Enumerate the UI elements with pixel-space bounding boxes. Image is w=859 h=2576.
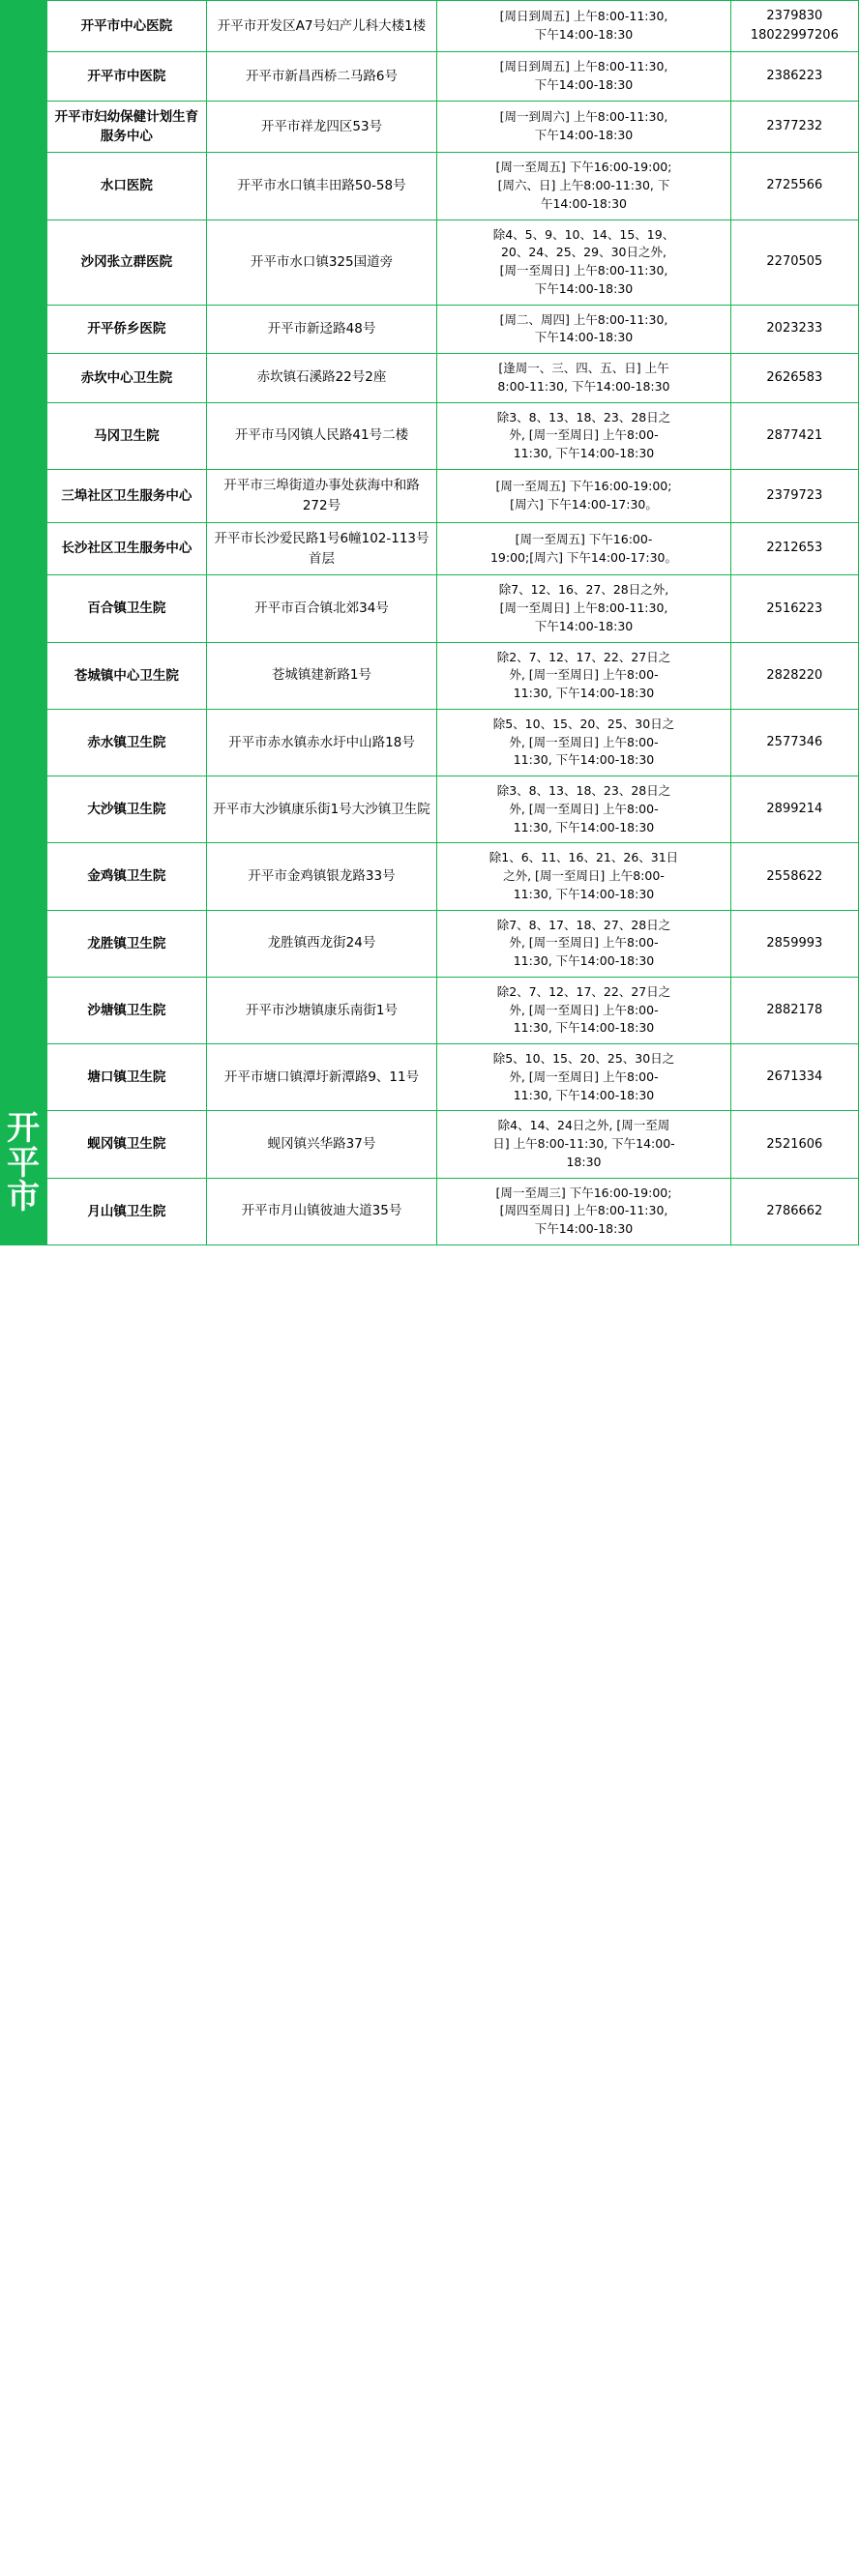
clinic-name-cell: 龙胜镇卫生院 <box>47 910 207 977</box>
clinic-phone-cell <box>730 776 858 843</box>
clinic-address-cell: 开平市水口镇丰田路50-58号 <box>206 153 436 220</box>
clinic-hours-line: [周一至周五] 下午16:00- <box>515 531 653 546</box>
clinic-address-cell: 开平市大沙镇康乐街1号大沙镇卫生院 <box>206 776 436 843</box>
clinic-name-cell: 塘口镇卫生院 <box>47 1044 207 1111</box>
clinic-hours-line: 外, [周一至周日] 上午8:00- <box>509 734 659 749</box>
clinic-name-cell: 金鸡镇卫生院 <box>47 843 207 910</box>
table-row <box>47 642 859 709</box>
clinic-hours-line: 下午14:00-18:30 <box>534 280 634 296</box>
table-row <box>47 469 859 522</box>
table-row <box>47 52 859 102</box>
table-row <box>47 1111 859 1178</box>
clinic-phone-line: 2828220 <box>766 667 823 683</box>
table-row <box>47 1 859 52</box>
clinic-hours-line: 下午14:00-18:30 <box>534 1221 634 1237</box>
clinic-address-cell: 开平市百合镇北郊34号 <box>206 575 436 642</box>
clinic-hours-line: 除5、10、15、20、25、30日之 <box>492 1051 675 1067</box>
clinic-hours-line: [周一到周六] 上午8:00-11:30, <box>499 109 668 125</box>
clinic-hours-line: 除4、14、24日之外, [周一至周 <box>497 1118 670 1133</box>
clinic-hours-line: 除3、8、13、18、23、28日之 <box>496 783 671 799</box>
clinic-phone-line: 2786662 <box>766 1203 823 1218</box>
clinic-hours-line: 19:00;[周六] 下午14:00-17:30。 <box>489 549 677 565</box>
clinic-hours-cell <box>437 1044 731 1111</box>
clinic-name-cell: 沙冈张立群医院 <box>47 220 207 305</box>
clinic-address-cell: 蚬冈镇兴华路37号 <box>206 1111 436 1178</box>
clinic-address-cell: 开平市水口镇325国道旁 <box>206 220 436 305</box>
table-row <box>47 402 859 469</box>
clinic-hours-line: 11:30, 下午14:00-18:30 <box>513 446 655 461</box>
clinic-hours-cell <box>437 354 731 403</box>
clinic-phone-cell <box>730 977 858 1043</box>
region-label-char-3: 市 <box>7 1178 40 1217</box>
clinic-address-cell: 苍城镇建新路1号 <box>206 642 436 709</box>
clinic-hours-line: 除5、10、15、20、25、30日之 <box>492 716 675 731</box>
clinic-hours-line: [周二、周四] 上午8:00-11:30, <box>499 311 668 327</box>
clinic-hours-line: 除7、8、17、18、27、28日之 <box>496 917 671 932</box>
clinic-hours-line: 下午14:00-18:30 <box>534 27 634 43</box>
clinic-phone-cell <box>730 305 858 354</box>
table-row <box>47 220 859 305</box>
clinic-hours-cell <box>437 642 731 709</box>
clinic-name-cell: 沙塘镇卫生院 <box>47 977 207 1043</box>
clinic-hours-line: 除1、6、11、16、21、26、31日 <box>489 850 679 865</box>
clinic-hours-line: 外, [周一至周日] 上午8:00- <box>509 935 659 951</box>
clinic-hours-cell <box>437 522 731 575</box>
table-row <box>47 910 859 977</box>
clinic-hours-line: 除7、12、16、27、28日之外, <box>498 582 669 598</box>
clinic-phone-line: 2859993 <box>766 935 823 951</box>
clinic-hours-line: [周六、日] 上午8:00-11:30, 下 <box>497 178 670 193</box>
table-row <box>47 305 859 354</box>
region-label <box>0 1109 46 1217</box>
clinic-address-cell: 赤坎镇石溪路22号2座 <box>206 354 436 403</box>
clinic-phone-cell <box>730 153 858 220</box>
clinic-hours-line: 18:30 <box>566 1154 602 1169</box>
clinic-name-cell: 赤坎中心卫生院 <box>47 354 207 403</box>
clinic-phone-line: 2882178 <box>766 1003 823 1018</box>
clinic-hours-cell <box>437 402 731 469</box>
clinic-phone-cell <box>730 402 858 469</box>
clinic-phone-line: 18022997206 <box>750 28 839 44</box>
table-row <box>47 776 859 843</box>
clinic-address-cell: 开平市金鸡镇银龙路33号 <box>206 843 436 910</box>
clinic-hours-line: 8:00-11:30, 下午14:00-18:30 <box>497 378 670 394</box>
clinic-address-cell: 开平市新昌西桥二马路6号 <box>206 52 436 102</box>
clinic-phone-cell <box>730 575 858 642</box>
table-row <box>47 101 859 153</box>
clinic-phone-cell <box>730 910 858 977</box>
clinic-address-cell: 龙胜镇西龙街24号 <box>206 910 436 977</box>
region-label-char-2: 平 <box>7 1143 40 1183</box>
clinic-phone-cell <box>730 522 858 575</box>
clinic-name-cell: 开平市妇幼保健计划生育服务中心 <box>47 101 207 153</box>
clinic-hours-line: [周日到周五] 上午8:00-11:30, <box>499 9 668 24</box>
clinic-address-cell: 开平市开发区A7号妇产儿科大楼1楼 <box>206 1 436 52</box>
clinic-hours-cell <box>437 1 731 52</box>
clinic-hours-line: 下午14:00-18:30 <box>534 618 634 633</box>
clinic-hours-cell <box>437 910 731 977</box>
clinic-name-cell: 马冈卫生院 <box>47 402 207 469</box>
clinic-phone-cell <box>730 101 858 153</box>
region-label-char-1: 开 <box>7 1109 40 1148</box>
clinic-name-cell: 赤水镇卫生院 <box>47 709 207 776</box>
clinic-phone-cell <box>730 1111 858 1178</box>
clinic-hours-cell <box>437 469 731 522</box>
table-row <box>47 522 859 575</box>
clinic-hours-line: 外, [周一至周日] 上午8:00- <box>509 801 659 816</box>
clinic-hours-cell <box>437 153 731 220</box>
clinic-address-cell: 开平市沙塘镇康乐南街1号 <box>206 977 436 1043</box>
clinic-phone-line: 2577346 <box>766 735 823 750</box>
clinic-hours-line: 下午14:00-18:30 <box>534 330 634 345</box>
clinic-address-cell: 开平市塘口镇潭圩新潭路9、11号 <box>206 1044 436 1111</box>
clinic-hours-cell <box>437 1111 731 1178</box>
clinic-hours-line: 午14:00-18:30 <box>540 195 627 211</box>
clinic-phone-line: 2899214 <box>766 802 823 817</box>
clinic-name-cell: 开平市中心医院 <box>47 1 207 52</box>
table-row <box>47 977 859 1043</box>
clinic-name-cell: 三埠社区卫生服务中心 <box>47 469 207 522</box>
clinic-name-cell: 水口医院 <box>47 153 207 220</box>
clinic-schedule-sheet <box>0 0 859 1245</box>
clinic-address-cell: 开平市长沙爱民路1号6幢102-113号首层 <box>206 522 436 575</box>
clinic-phone-cell <box>730 843 858 910</box>
table-row <box>47 354 859 403</box>
clinic-phone-line: 2379830 <box>766 9 823 23</box>
clinic-hours-line: 外, [周一至周日] 上午8:00- <box>509 1068 659 1084</box>
clinic-hours-line: [周一至周三] 下午16:00-19:00; <box>495 1185 672 1200</box>
clinic-address-cell: 开平市月山镇彼迪大道35号 <box>206 1178 436 1244</box>
clinic-name-cell: 长沙社区卫生服务中心 <box>47 522 207 575</box>
clinic-phone-line: 2877421 <box>766 427 823 443</box>
clinic-hours-line: [逢周一、三、四、五、日] 上午 <box>498 361 669 376</box>
clinic-hours-line: 除3、8、13、18、23、28日之 <box>496 409 671 424</box>
clinic-hours-line: 11:30, 下午14:00-18:30 <box>513 886 655 901</box>
clinic-hours-cell <box>437 305 731 354</box>
table-row <box>47 843 859 910</box>
clinic-phone-line: 2270505 <box>766 253 823 269</box>
clinic-hours-line: 日] 上午8:00-11:30, 下午14:00- <box>492 1136 675 1152</box>
table-row <box>47 153 859 220</box>
clinic-phone-cell <box>730 469 858 522</box>
clinic-name-cell: 月山镇卫生院 <box>47 1178 207 1244</box>
clinic-name-cell: 开平市中医院 <box>47 52 207 102</box>
clinic-name-cell: 开平侨乡医院 <box>47 305 207 354</box>
clinic-hours-line: [周一至周五] 下午16:00-19:00; <box>495 478 672 493</box>
table-row <box>47 1178 859 1244</box>
clinic-hours-line: 下午14:00-18:30 <box>534 128 634 143</box>
clinic-phone-cell <box>730 709 858 776</box>
clinic-phone-line: 2725566 <box>766 178 823 193</box>
clinic-phone-cell <box>730 642 858 709</box>
clinic-address-cell: 开平市三埠街道办事处荻海中和路272号 <box>206 469 436 522</box>
clinic-hours-line: [周一至周日] 上午8:00-11:30, <box>499 263 668 278</box>
clinic-hours-line: 外, [周一至周日] 上午8:00- <box>509 427 659 443</box>
clinic-hours-line: 下午14:00-18:30 <box>534 77 634 93</box>
clinic-hours-line: 之外, [周一至周日] 上午8:00- <box>503 868 665 884</box>
clinic-phone-cell <box>730 220 858 305</box>
clinic-hours-line: 除4、5、9、10、14、15、19、 <box>492 226 675 242</box>
clinic-hours-line: [周一至周五] 下午16:00-19:00; <box>495 160 672 175</box>
clinic-hours-line: 除2、7、12、17、22、27日之 <box>496 649 671 664</box>
clinic-hours-cell <box>437 101 731 153</box>
clinic-hours-line: 11:30, 下午14:00-18:30 <box>513 1087 655 1102</box>
clinic-phone-line: 2521606 <box>766 1136 823 1152</box>
clinic-address-cell: 开平市赤水镇赤水圩中山路18号 <box>206 709 436 776</box>
clinic-phone-line: 2377232 <box>766 118 823 133</box>
region-column <box>0 0 46 1245</box>
clinic-hours-cell <box>437 220 731 305</box>
clinic-phone-cell <box>730 52 858 102</box>
clinic-hours-line: 外, [周一至周日] 上午8:00- <box>509 667 659 683</box>
clinic-hours-cell <box>437 1178 731 1244</box>
clinic-phone-line: 2671334 <box>766 1069 823 1085</box>
clinic-phone-line: 2379723 <box>766 487 823 503</box>
clinic-hours-cell <box>437 843 731 910</box>
clinic-phone-line: 2626583 <box>766 369 823 385</box>
clinic-phone-line: 2023233 <box>766 321 823 337</box>
clinic-hours-line: 11:30, 下午14:00-18:30 <box>513 1020 655 1036</box>
clinic-hours-line: [周六] 下午14:00-17:30。 <box>510 496 658 512</box>
clinic-phone-line: 2386223 <box>766 68 823 83</box>
clinic-hours-line: 11:30, 下午14:00-18:30 <box>513 686 655 701</box>
clinic-hours-line: 11:30, 下午14:00-18:30 <box>513 819 655 834</box>
clinic-hours-cell <box>437 709 731 776</box>
clinic-hours-line: 除2、7、12、17、22、27日之 <box>496 983 671 999</box>
clinic-phone-cell <box>730 1044 858 1111</box>
clinic-address-cell: 开平市马冈镇人民路41号二楼 <box>206 402 436 469</box>
clinic-table <box>46 0 859 1245</box>
clinic-hours-line: [周一至周日] 上午8:00-11:30, <box>499 600 668 616</box>
clinic-hours-cell <box>437 776 731 843</box>
clinic-hours-cell <box>437 575 731 642</box>
clinic-name-cell: 大沙镇卫生院 <box>47 776 207 843</box>
clinic-hours-line: [周日到周五] 上午8:00-11:30, <box>499 59 668 74</box>
clinic-phone-line: 2558622 <box>766 868 823 884</box>
clinic-hours-line: [周四至周日] 上午8:00-11:30, <box>499 1203 668 1218</box>
table-row <box>47 1044 859 1111</box>
clinic-hours-line: 20、24、25、29、30日之外, <box>500 245 666 260</box>
table-row <box>47 575 859 642</box>
clinic-phone-cell <box>730 354 858 403</box>
clinic-hours-line: 外, [周一至周日] 上午8:00- <box>509 1002 659 1017</box>
clinic-address-cell: 开平市新迳路48号 <box>206 305 436 354</box>
clinic-phone-line: 2516223 <box>766 600 823 616</box>
clinic-name-cell: 苍城镇中心卫生院 <box>47 642 207 709</box>
clinic-hours-cell <box>437 52 731 102</box>
clinic-name-cell: 蚬冈镇卫生院 <box>47 1111 207 1178</box>
clinic-hours-line: 11:30, 下午14:00-18:30 <box>513 953 655 969</box>
clinic-hours-cell <box>437 977 731 1043</box>
clinic-phone-cell <box>730 1 858 52</box>
table-row <box>47 709 859 776</box>
clinic-phone-line: 2212653 <box>766 541 823 556</box>
clinic-phone-cell <box>730 1178 858 1244</box>
clinic-hours-line: 11:30, 下午14:00-18:30 <box>513 752 655 768</box>
clinic-name-cell: 百合镇卫生院 <box>47 575 207 642</box>
clinic-address-cell: 开平市祥龙四区53号 <box>206 101 436 153</box>
